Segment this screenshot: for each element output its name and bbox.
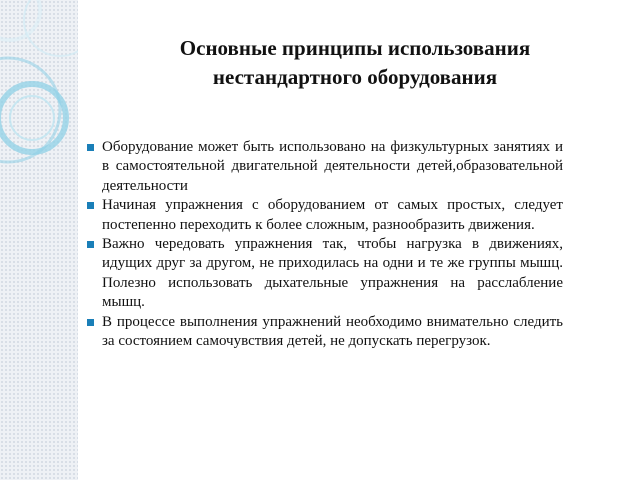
square-bullet-icon bbox=[87, 241, 94, 248]
bullet-item bbox=[85, 196, 563, 235]
bullet-item bbox=[85, 138, 563, 196]
bullet-item bbox=[85, 235, 563, 313]
bullet-item bbox=[85, 313, 563, 352]
bullet-text: Важно чередовать упражнения так, чтобы нагрузка в движениях, идущих друг за другом, не приходилась на одни и те же группы мышц. Полезно использовать дыхательные упражнения на расслабление мышц. bbox=[102, 236, 563, 311]
decorative-circles bbox=[0, 0, 78, 200]
slide-title-line1: Основные принципы использования bbox=[179, 36, 531, 60]
slide-title bbox=[120, 34, 590, 92]
slide-title-line2: нестандартного оборудования bbox=[212, 65, 498, 89]
square-bullet-icon bbox=[87, 319, 94, 326]
square-bullet-icon bbox=[87, 144, 94, 151]
bullet-text: Начиная упражнения с оборудованием от самых простых, следует постепенно переходить к более сложным, разнообразить движения. bbox=[102, 197, 563, 233]
bullet-text: В процессе выполнения упражнений необходимо внимательно следить за состоянием самочувствия детей, не допускать перегрузок. bbox=[102, 313, 563, 350]
bullet-list bbox=[85, 138, 563, 351]
square-bullet-icon bbox=[87, 202, 94, 209]
bullet-text: Оборудование может быть использовано на физкультурных занятиях и в самостоятельной двигательной деятельности детей,образовательной деятельности bbox=[102, 139, 563, 194]
